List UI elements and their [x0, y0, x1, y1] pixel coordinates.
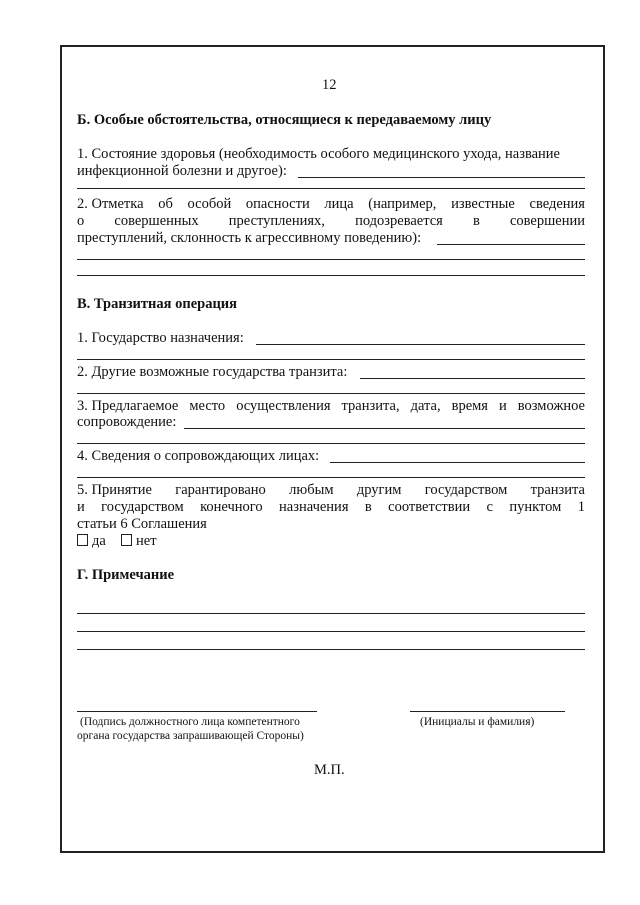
section-v-item5-line2: и государством конечного назначения в соответствии с пунктом 1 — [77, 499, 585, 515]
initials-line[interactable] — [410, 711, 565, 712]
fill-line[interactable] — [77, 188, 585, 189]
section-b-item1-line2: инфекционной болезни и другое): — [77, 163, 287, 179]
section-v-item4: 4. Сведения о сопровождающих лицах: — [77, 448, 320, 464]
section-b-item2-line1: 2. Отметка об особой опасности лица (например, известные сведения — [77, 196, 585, 212]
section-v-item2: 2. Другие возможные государства транзита: — [77, 364, 348, 380]
fill-line[interactable] — [437, 244, 585, 245]
signature-line[interactable] — [77, 711, 317, 712]
checkbox-yes[interactable]: да — [77, 533, 106, 550]
section-b-heading: Б. Особые обстоятельства, относящиеся к передаваемому лицу — [77, 112, 492, 128]
fill-line[interactable] — [330, 462, 585, 463]
section-v-item3-line2: сопровождение: — [77, 414, 177, 430]
section-b-item1-line1: 1. Состояние здоровья (необходимость особого медицинского ухода, название — [77, 146, 560, 162]
fill-line[interactable] — [256, 344, 585, 345]
fill-line[interactable] — [360, 378, 585, 379]
fill-line[interactable] — [77, 477, 585, 478]
fill-line[interactable] — [77, 393, 585, 394]
fill-line[interactable] — [77, 359, 585, 360]
checkbox-icon[interactable] — [77, 534, 88, 546]
section-v-heading: В. Транзитная операция — [77, 296, 237, 312]
stamp-place: М.П. — [314, 762, 345, 778]
fill-line[interactable] — [184, 428, 585, 429]
fill-line[interactable] — [77, 613, 585, 614]
section-v-item5-line1: 5. Принятие гарантировано любым другим государством транзита — [77, 482, 585, 498]
fill-line[interactable] — [77, 649, 585, 650]
section-v-item5-line3: статьи 6 Соглашения — [77, 516, 207, 532]
signature-caption-line2: органа государства запрашивающей Стороны) — [77, 730, 304, 742]
fill-line[interactable] — [77, 275, 585, 276]
signature-caption-line1: (Подпись должностного лица компетентного — [80, 716, 300, 728]
fill-line[interactable] — [77, 631, 585, 632]
section-b-item2-line3: преступлений, склонность к агрессивному поведению): — [77, 230, 422, 246]
checkbox-icon[interactable] — [121, 534, 132, 546]
fill-line[interactable] — [77, 259, 585, 260]
checkbox-no[interactable]: нет — [121, 533, 157, 550]
page-number: 12 — [322, 77, 337, 93]
section-v-item1: 1. Государство назначения: — [77, 330, 244, 346]
section-b-item2-line2: о совершенных преступлениях, подозревается в совершении — [77, 213, 585, 229]
initials-caption: (Инициалы и фамилия) — [420, 716, 535, 728]
fill-line[interactable] — [298, 177, 585, 178]
fill-line[interactable] — [77, 443, 585, 444]
section-g-heading: Г. Примечание — [77, 567, 175, 583]
section-v-item3-line1: 3. Предлагаемое место осуществления транзита, дата, время и возможное — [77, 398, 585, 414]
